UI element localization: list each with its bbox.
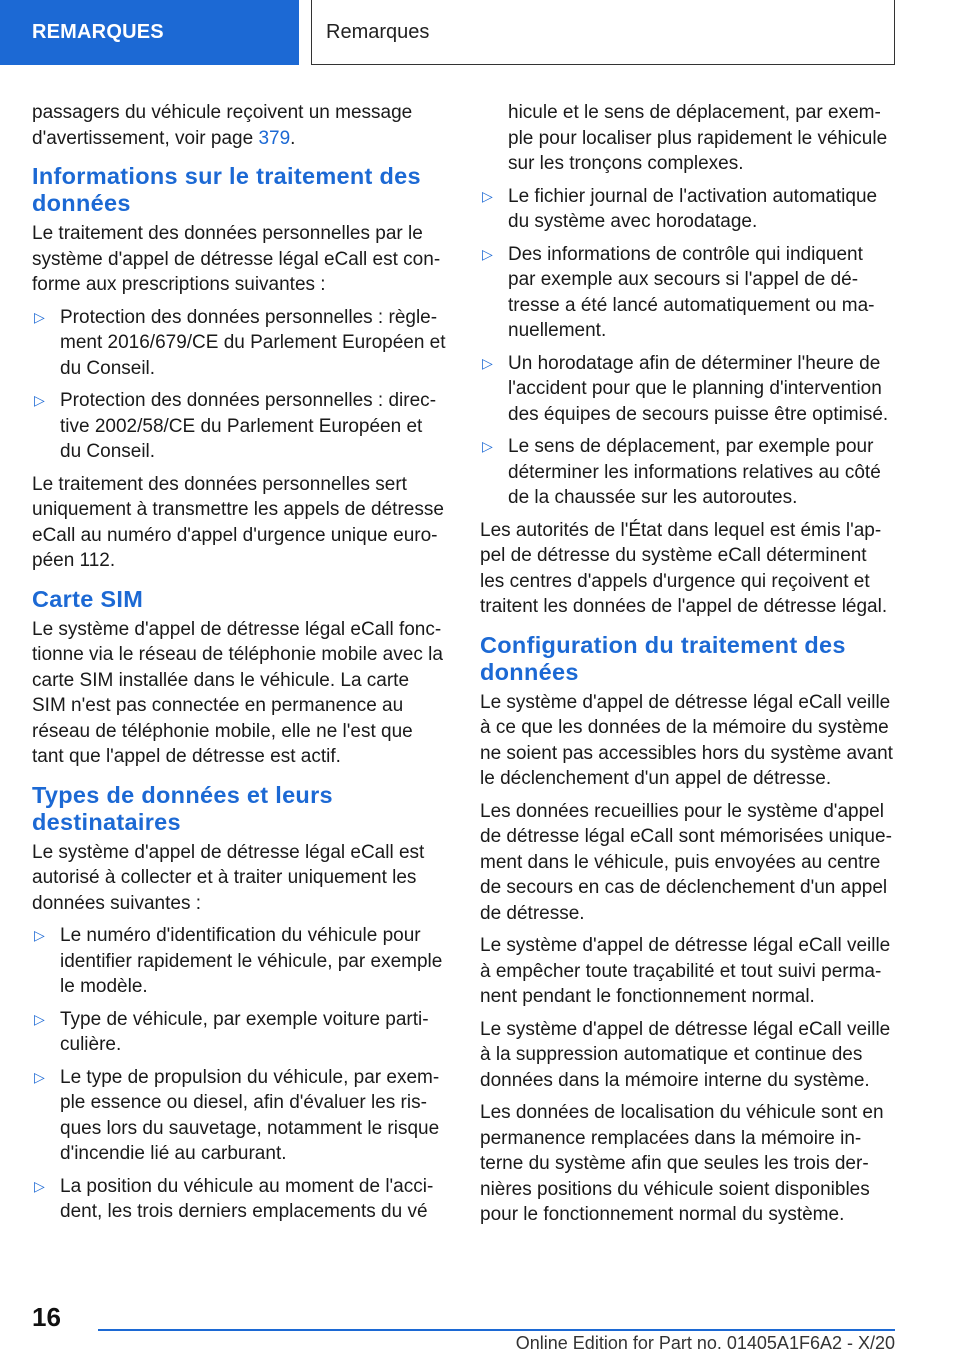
list-item — [32, 1007, 447, 1058]
list-item-text: Le sens de déplacement, par exemple pour déterminer les informations relatives au côté de la chaussée sur les autoroutes. — [508, 436, 881, 508]
heading-info: Informations sur le traitement des données — [32, 163, 421, 216]
paragraph-info: Le traitement des données personnelles par le système d'appel de détresse légal eCall est conforme aux prescriptions suivantes : — [32, 223, 441, 295]
list-item-text: Type de véhicule, par exemple voiture particulière. — [60, 1008, 429, 1055]
list-item-text: Un horodatage afin de déterminer l'heure de l'accident pour que le planning d'intervention des équipes de secours puisse être optimisé. — [508, 352, 889, 425]
intro-end: . — [290, 127, 296, 149]
list-item — [32, 923, 447, 1000]
paragraph-config-4: Le système d'appel de détresse légal eCall veille à la suppression automatique et continue des données dans la mémoire interne du système. — [480, 1018, 891, 1091]
paragraph-config-3: Le système d'appel de détresse légal eCall veille à empêcher toute traçabilité et tout suivi permanent pendant le fonctionnement normal. — [480, 935, 891, 1007]
list-item — [480, 184, 895, 235]
heading-types: Types de données et leurs destinataires — [32, 781, 333, 835]
paragraph-sim: Le système d'appel de détresse légal eCall fonctionne via le réseau de téléphonie mobile avec la carte SIM installée dans le véhicule. La carte SIM n'est pas connectée en permanence au réseau de téléphonie mobile, elle ne l'est que tant que l'appel de détresse est actif. — [32, 618, 443, 767]
paragraph-info2: Le traitement des données personnelles sert uniquement à transmettre les appels de détresse eCall au numéro d'appel d'urgence unique européen 112. — [32, 473, 444, 571]
list-item — [32, 1065, 447, 1167]
footer-edition: Online Edition for Part no. 01405A1F6A2 - X/20 — [515, 1333, 895, 1353]
page-header-title: Remarques — [311, 0, 895, 65]
intro-text: passagers du véhicule reçoivent un message d'avertissement, voir page — [32, 102, 413, 149]
page-link[interactable]: 379 — [258, 127, 291, 149]
triangle-bullet-icon: ▷ — [34, 927, 45, 943]
list-item — [32, 388, 447, 465]
list-item-text: Protection des données personnelles : directive 2002/58/CE du Parlement Européen et du Conseil. — [60, 390, 437, 462]
paragraph-config-2: Les données recueillies pour le système d'appel de détresse légal eCall sont mémorisées uniquement dans le véhicule, puis envoyées au centre de secours en cas de déclenchement d'un appel de détresse. — [480, 800, 892, 924]
triangle-bullet-icon: ▷ — [482, 354, 493, 371]
triangle-bullet-icon: ▷ — [34, 392, 45, 408]
paragraph-config-5: Les données de localisation du véhicule sont en permanence remplacées dans la mémoire interne du système afin que seules les trois dernières positions du véhicule soient disponibles pour le fonctionnement normal du système. — [480, 1102, 884, 1225]
paragraph-config-1: Le système d'appel de détresse légal eCall veille à ce que les données de la mémoire du système ne soient pas accessibles hors du système avant le déclenchement d'un appel de détresse. — [480, 691, 893, 789]
list-item-text: La position du véhicule au moment de l'accident, les trois derniers emplacements du vé — [60, 1175, 434, 1222]
types-list — [32, 923, 447, 1225]
page-number: 16 — [32, 1302, 61, 1332]
list-continuation: hicule et le sens de déplacement, par exemple pour localiser plus rapidement le véhicule sur les tronçons complexes. — [508, 102, 888, 174]
footer-divider — [98, 1329, 895, 1331]
left-column — [32, 100, 447, 1232]
list-item-text: Le type de propulsion du véhicule, par exemple essence ou diesel, afin d'évaluer les risques lors du sauvetage, notamment le risque d'incendie lié au carburant. — [60, 1066, 440, 1164]
paragraph-types: Le système d'appel de détresse légal eCall est autorisé à collecter et à traiter uniquement les données suivantes : — [32, 841, 425, 914]
list-item — [32, 1174, 447, 1225]
list-item-text: Le fichier journal de l'activation automatique du système avec horodatage. — [508, 185, 878, 232]
heading-sim: Carte SIM — [32, 585, 144, 612]
list-item — [32, 305, 447, 382]
types-list-continued — [480, 184, 895, 511]
list-item — [480, 351, 895, 428]
triangle-bullet-icon: ▷ — [34, 308, 45, 325]
list-item-text: Des informations de contrôle qui indiquent par exemple aux secours si l'appel de détresse a été lancé automatiquement ou manuellement. — [508, 243, 875, 341]
right-column — [480, 100, 895, 1235]
intro-paragraph — [32, 100, 447, 151]
list-item-text: Protection des données personnelles : règlement 2016/679/CE du Parlement Européen et du Conseil. — [60, 306, 446, 379]
triangle-bullet-icon: ▷ — [482, 245, 493, 262]
info-list — [32, 305, 447, 465]
list-item — [480, 242, 895, 344]
list-item-text: Le numéro d'identification du véhicule pour identifier rapidement le véhicule, par exemple le modèle. — [60, 925, 443, 997]
paragraph-authorities: Les autorités de l'État dans lequel est émis l'appel de détresse du système eCall déterminent les centres d'appels d'urgence qui reçoivent et traitent les données de l'appel de détresse légal. — [480, 519, 888, 617]
triangle-bullet-icon: ▷ — [34, 1010, 45, 1027]
heading-config: Configuration du traitement des données — [480, 631, 846, 685]
section-tab: REMARQUES — [0, 0, 299, 65]
triangle-bullet-icon: ▷ — [482, 187, 493, 204]
triangle-bullet-icon: ▷ — [34, 1068, 45, 1085]
list-item — [480, 434, 895, 511]
triangle-bullet-icon: ▷ — [34, 1177, 45, 1194]
triangle-bullet-icon: ▷ — [482, 438, 493, 454]
